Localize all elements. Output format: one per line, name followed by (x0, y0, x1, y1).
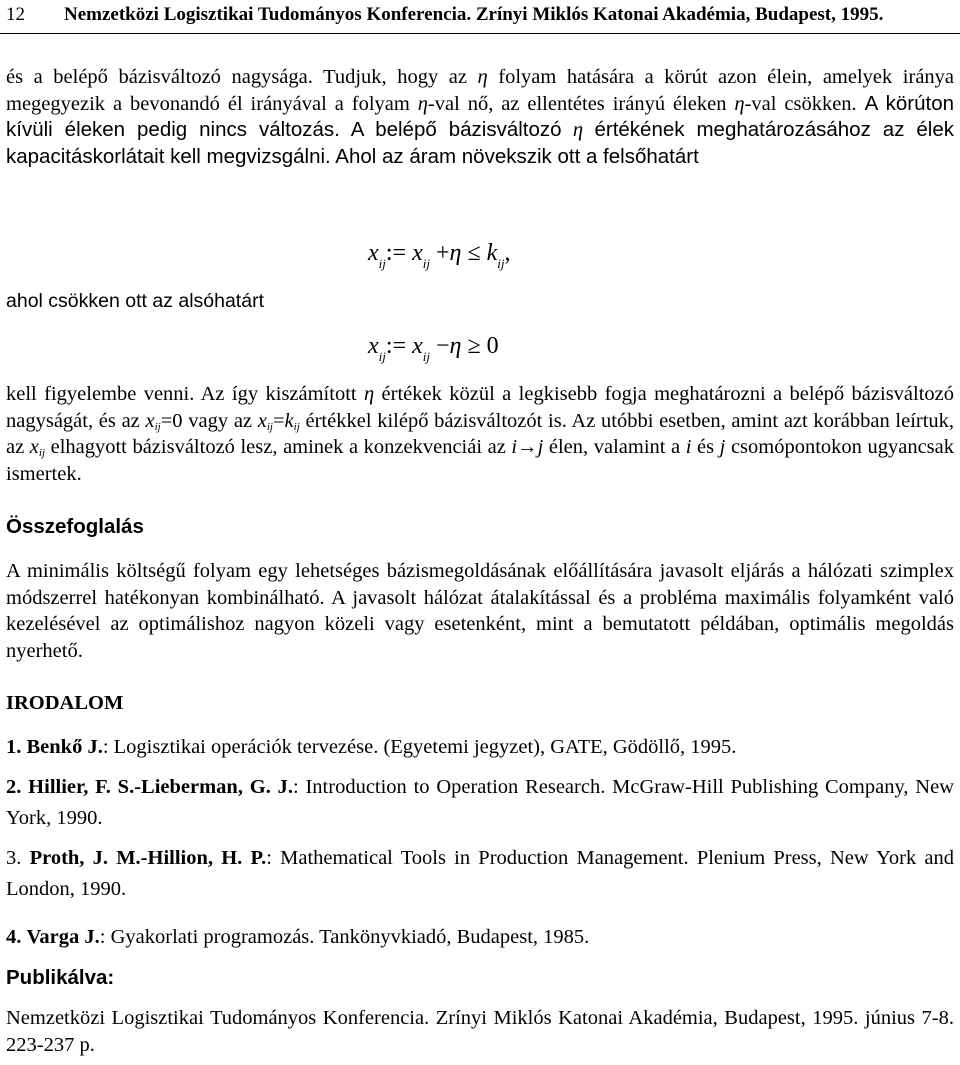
reference-item-4 (6, 922, 954, 953)
eta-symbol: η (477, 66, 488, 88)
eta-symbol: η (572, 119, 584, 141)
eq-k: k (486, 240, 498, 266)
reference-item-3 (6, 843, 954, 905)
published-text: Nemzetközi Logisztikai Tudományos Konferencia. Zrínyi Miklós Katonai Akadémia, Budapest, 1995. június 7-8. 223-237 p. (6, 1007, 954, 1056)
eq-assign: := (385, 240, 407, 266)
ref-author: Varga J. (26, 926, 100, 948)
after-text-1: kell figyelembe venni. Az így kiszámított (6, 383, 357, 405)
eq-sub: ij (378, 256, 386, 271)
eq-assign: := (385, 333, 407, 359)
eq-x: x (368, 333, 379, 359)
after-text-3: =0 vagy az (160, 409, 253, 432)
intro-text-2: folyam hatására a körút azon élein, amelyek iránya megegyezik a bevonandó él irányával a folyam (6, 66, 955, 115)
eq-zero: 0 (486, 333, 499, 359)
eq-sub: ij (422, 256, 430, 271)
references-heading: IRODALOM (6, 692, 124, 714)
var-sub: ij (266, 420, 273, 433)
equation-upper-bound (368, 240, 511, 271)
var-x: x (29, 436, 39, 458)
eq-minus: − (435, 333, 450, 359)
ref-text: : Introduction to Operation Research. McGraw-Hill Publishing Company, New York, 1990. (6, 776, 955, 829)
eq-plus: + (435, 240, 450, 266)
eq-comma: , (504, 240, 511, 266)
intro-text-1: és a belépő bázisváltozó nagysága. Tudjuk, hogy az (6, 66, 467, 88)
page-header (0, 0, 960, 34)
eq-geq: ≥ (467, 333, 481, 359)
published-heading: Publikálva: (6, 966, 115, 989)
reference-item-1 (6, 732, 954, 763)
var-sub: ij (293, 420, 300, 433)
intro-text-4: -val csökken. (744, 92, 857, 115)
var-x: x (257, 409, 267, 432)
sans-text-1: A körúton kívüli éleken pedig nincs változás. A belépő bázisváltozó (6, 91, 955, 141)
after-text-8: és (697, 436, 715, 458)
var-x: x (145, 409, 155, 432)
eq-x: x (412, 240, 423, 266)
ref-author: Benkő J. (26, 736, 103, 758)
var-j: j (537, 436, 544, 458)
after-text-9: csomópontokon ugyancsak ismertek. (6, 436, 955, 485)
ref-text: : Logisztikai operációk tervezése. (Egyetemi jegyzet), GATE, Gödöllő, 1995. (102, 736, 737, 758)
eq-sub: ij (497, 256, 505, 271)
intro-text-3: -val nő, az ellentétes irányú éleken (427, 92, 727, 115)
decrease-label: ahol csökken ott az alsóhatárt (6, 290, 264, 312)
after-text-4: = (272, 409, 285, 432)
ref-num: 2. (6, 776, 22, 798)
sans-text-2: értékének meghatározásához az élek kapacitáskorlátait kell megvizsgálni. Ahol az áram növekszik ott a felsőhatárt (6, 118, 955, 168)
reference-item-2 (6, 772, 954, 834)
ref-text: : Gyakorlati programozás. Tankönyvkiadó, Budapest, 1985. (99, 926, 590, 948)
var-k: k (284, 409, 294, 432)
ref-num: 1. (6, 736, 22, 758)
summary-heading: Összefoglalás (6, 515, 144, 538)
ref-text: : Mathematical Tools in Production Management. Plenium Press, New York and London, 1990. (6, 847, 954, 900)
arrow-symbol: → (517, 436, 538, 458)
eq-x: x (368, 240, 379, 266)
var-j: j (719, 436, 726, 458)
eq-leq: ≤ (467, 240, 481, 266)
page-number: 12 (6, 4, 25, 25)
intro-paragraph (6, 64, 954, 170)
after-text-6: elhagyott bázisváltozó lesz, aminek a konzekvenciái az (50, 436, 506, 458)
after-text-5: értékkel kilépő bázisváltozót is. Az utóbbi esetben, amint azt korábban leírtuk, az (6, 409, 955, 458)
var-sub: ij (38, 447, 46, 459)
eta-symbol: η (417, 92, 428, 115)
header-title: Nemzetközi Logisztikai Tudományos Konferencia. Zrínyi Miklós Katonai Akadémia, Budapest, 1995. (64, 4, 884, 25)
summary-paragraph: A minimális költségű folyam egy lehetséges bázismegoldásának előállítására javasolt eljárás a hálózati szimplex módszerrel hatékonyan kombinálható. A javasolt hálózat átalakítással és a probléma maximális folyamként való kezelésével az optimálishoz nagyon közeli vagy esetenként, mint a bemutatott példában, optimális megoldás nyerhető. (6, 560, 954, 662)
eta-symbol: η (363, 383, 375, 405)
eq-sub: ij (378, 349, 386, 364)
after-text-7: élen, valamint a (548, 436, 681, 458)
ref-author: Proth, J. M.-Hillion, H. P. (29, 847, 267, 869)
var-sub: ij (154, 420, 161, 433)
equation-lower-bound (368, 333, 499, 364)
ref-num: 4. (6, 926, 22, 948)
eta-symbol: η (734, 92, 745, 115)
var-i: i (685, 436, 692, 458)
ref-num: 3. (6, 847, 22, 869)
eq-x: x (412, 333, 423, 359)
eq-sub: ij (422, 349, 430, 364)
var-i: i (511, 436, 518, 458)
ref-author: Hillier, F. S.-Lieberman, G. J. (28, 776, 293, 798)
eq-eta: η (449, 333, 462, 359)
eq-eta: η (449, 240, 462, 266)
after-text-2: értékek közül a legkisebb fogja meghatározni a belépő bázisváltozó nagyságát, és az (6, 383, 955, 432)
after-equation-paragraph (6, 381, 954, 487)
